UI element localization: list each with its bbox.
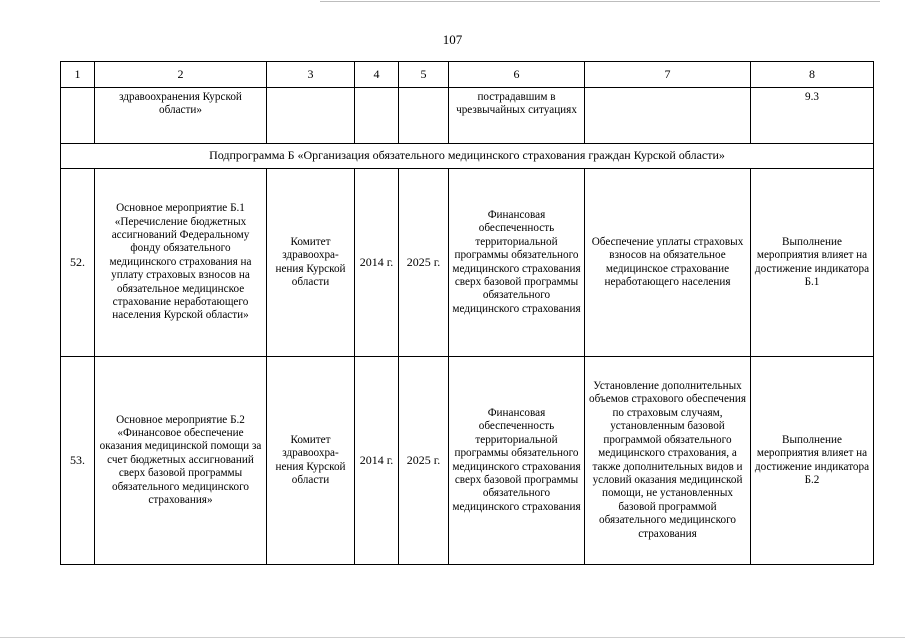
row-number: 53. bbox=[61, 357, 95, 565]
column-number-3: 3 bbox=[267, 62, 355, 88]
scan-top-line bbox=[320, 1, 880, 2]
subprogram-title: Подпрограмма Б «Организация обязательного медицинского страхования граждан Курской области» bbox=[61, 144, 874, 169]
measures-table bbox=[60, 61, 874, 565]
expected-result: Финансовая обеспеченность территориальной программы обязательного медицинского страхования сверх базовой программы обязательного медицинского страхования bbox=[449, 169, 585, 357]
column-number-4: 4 bbox=[355, 62, 399, 88]
continuation-cell-3 bbox=[267, 88, 355, 144]
activity-name: Основное мероприятие Б.1 «Перечисление бюджетных ассигнований Федеральному фонду обязательного медицинского страхования на уплату страховых взносов на обязательное медицинское страхование неработающего населения Курской области» bbox=[95, 169, 267, 357]
continuation-row bbox=[61, 88, 874, 144]
end-year: 2025 г. bbox=[399, 169, 449, 357]
continuation-cell-1 bbox=[61, 88, 95, 144]
column-number-6: 6 bbox=[449, 62, 585, 88]
indicator-link: Выполнение мероприятия влияет на достижение индикатора Б.2 bbox=[751, 357, 874, 565]
table-row bbox=[61, 169, 874, 357]
table-row bbox=[61, 357, 874, 565]
column-number-5: 5 bbox=[399, 62, 449, 88]
column-number-1: 1 bbox=[61, 62, 95, 88]
continuation-cell-4 bbox=[355, 88, 399, 144]
column-number-2: 2 bbox=[95, 62, 267, 88]
indicator-link: Выполнение мероприятия влияет на достижение индикатора Б.1 bbox=[751, 169, 874, 357]
activity-name: Основное мероприятие Б.2 «Финансовое обеспечение оказания медицинской помощи за счет бюджетных ассигнований сверх базовой программы обязательного медицинского страхования» bbox=[95, 357, 267, 565]
continuation-cell-8: 9.3 bbox=[751, 88, 874, 144]
continuation-cell-6: пострадавшим в чрезвычайных ситуациях bbox=[449, 88, 585, 144]
column-numbers-row bbox=[61, 62, 874, 88]
responsible-executor: Комитет здравоохра-нения Курской области bbox=[267, 357, 355, 565]
row-number: 52. bbox=[61, 169, 95, 357]
scan-bottom-line bbox=[0, 637, 905, 638]
non-implementation-consequence: Обеспечение уплаты страховых взносов на обязательное медицинское страхование неработающего населения bbox=[585, 169, 751, 357]
start-year: 2014 г. bbox=[355, 169, 399, 357]
subprogram-row bbox=[61, 144, 874, 169]
continuation-cell-7 bbox=[585, 88, 751, 144]
start-year: 2014 г. bbox=[355, 357, 399, 565]
responsible-executor: Комитет здравоохра-нения Курской области bbox=[267, 169, 355, 357]
column-number-8: 8 bbox=[751, 62, 874, 88]
end-year: 2025 г. bbox=[399, 357, 449, 565]
non-implementation-consequence: Установление дополнительных объемов страхового обеспечения по страховым случаям, установленным базовой программой обязательного медицинского страхования, а также дополнительных видов и условий оказания медицинской помощи, не установленных базовой программой обязательного медицинского страхования bbox=[585, 357, 751, 565]
page-number: 107 bbox=[442, 32, 463, 47]
continuation-cell-2: здравоохранения Курской области» bbox=[95, 88, 267, 144]
expected-result: Финансовая обеспеченность территориальной программы обязательного медицинского страхования сверх базовой программы обязательного медицинского страхования bbox=[449, 357, 585, 565]
continuation-cell-5 bbox=[399, 88, 449, 144]
column-number-7: 7 bbox=[585, 62, 751, 88]
